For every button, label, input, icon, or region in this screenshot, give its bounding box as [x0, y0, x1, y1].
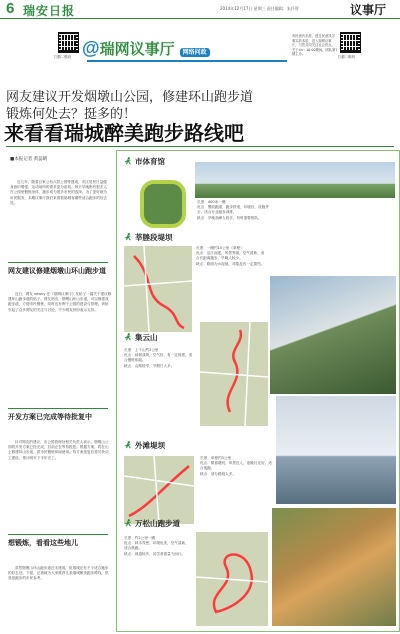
- runner-icon: [124, 333, 132, 341]
- route-1-title: 市体育馆: [124, 156, 165, 167]
- route-2-map: [124, 246, 192, 332]
- route-1-text: 长度：400米一圈 优点：塑胶跑道，跑步舒适，环境好，设施齐全，适合专业跑步训练。 缺点：早晚高峰人较多，有时需要排队。: [197, 200, 269, 220]
- route-5-title: 万松山跑步道: [124, 518, 180, 529]
- runner-icon: [124, 233, 132, 241]
- logo-at-sign: @: [82, 38, 100, 58]
- route-4-riverside-photo: [276, 396, 396, 504]
- route-2-text: 长度：一圈约10公里（单程） 优点：沿江而建，风景秀丽，空气清新，适合长距离跑步，早晚人较少。 缺点：路面为水泥地，对膝盖有一定损伤。: [196, 246, 265, 266]
- qr-code-right: [340, 32, 361, 53]
- runner-icon: [124, 157, 132, 165]
- byline: ■本报记者 黄蕊晴: [10, 157, 48, 162]
- runner-icon: [124, 441, 132, 449]
- section3-rule: [8, 534, 108, 535]
- route-3-title: 集云山: [124, 332, 158, 343]
- section2-rule: [8, 408, 108, 409]
- route-2-title: 莘塍段堤坝: [124, 232, 173, 243]
- route-3-text: 长度：上下山约2公里 优点：绿树成荫，空气好，有一定坡度，适合锻炼体能。 缺点：山路较窄，节假日人多。: [124, 348, 193, 368]
- route-4-text: 长度：单程约3公里 优点：紧靠塘河，风景宜人，夜晚灯光好，适合夜跑。 缺点：部分路段人多。: [200, 456, 272, 476]
- route-1-stadium-photo: [195, 162, 395, 198]
- route-4-map: [124, 456, 194, 524]
- headline-main: 来看看瑞城醉美跑步路线吧: [4, 121, 244, 145]
- banner-logo: [82, 38, 288, 56]
- qr-caption-left: 扫描二维码: [54, 55, 71, 59]
- logo-name: 瑞网议事厅: [99, 40, 175, 58]
- route-5-forest-photo: [272, 508, 396, 626]
- route-1-track-photo: [140, 180, 186, 228]
- logo-tagline: 网络问政: [180, 48, 210, 57]
- headline-line-2: 锻炼何处去？挺多的！: [6, 107, 137, 122]
- banner-rule: [87, 60, 287, 62]
- route-4-title: 外滩堤坝: [124, 440, 165, 451]
- section2-title: 开发方案已完成等待批复中: [8, 413, 92, 421]
- section3-title: 想锻炼，看看这些地儿: [8, 539, 78, 547]
- masthead: 瑞安日报: [23, 4, 76, 18]
- date-line: 2014年12月17日 星期三 责任编辑：朱仟智: [220, 6, 299, 11]
- headline-line-1: 网友建议开发烟墩山公园，修建环山跑步道: [6, 90, 254, 105]
- page-number: 6: [6, 0, 15, 17]
- banner-blurb: 有民意有态度，透过民意找寻事实的本质，进入瑞网议事厅，与您共同关注社会热点。关于4n～10:00期间，团队第1期主办。: [292, 34, 338, 57]
- section2-text: 针对网友的建议，市公园管理处相关负责人表示，烟墩山公园的开发方案已经完成，目前正在等待批复。根据方案，将在山上修建环山步道，供市民锻炼休闲使用。待方案批复后将尽快动工建设，预计明年下半年完工。: [8, 440, 109, 460]
- section-title: 议事厅: [350, 3, 387, 17]
- section1-rule: [8, 262, 108, 263]
- section1-text: 近日，网友 sewny 在《瑞网议事厅》发帖了一篇关于建议修建环山跑步道的帖子。网友指出，烟墩山环山步道，可以修建成跑步道，方便市民锻炼，同时也有利于公园的建设与管理。该帖引起了众多网友的关注与讨论，不少网友纷纷表示支持。: [8, 292, 112, 312]
- route-5-map: [196, 532, 268, 626]
- route-5-text: 长度：约2公里一圈 优点：林木茂密，环境优美，空气清新，适合晨跑。 缺点：坡道较多，初学者需量力而行。: [124, 536, 189, 556]
- section1-title: 网友建议修建烟墩山环山跑步道: [8, 267, 106, 275]
- headline-rule: [6, 146, 394, 147]
- qr-code-left: [58, 32, 79, 53]
- route-3-map: [200, 322, 268, 426]
- section3-text: 虽然烟墩山环山跑步道还未建成，但瑞城还有不少适合跑步的好去处。下面，记者就为大家推荐几条瑞城醉美跑步路线，供喜爱跑步的市民参考。: [8, 566, 109, 581]
- runner-icon: [124, 519, 132, 527]
- route-3-park-photo: [270, 276, 396, 394]
- intro-text: 近几年，随着百家公有六层公园等建成，市区居民日益健身意识增强，运动场所的需求更为迫切。每天早晚都有很多人在公园里锻炼身体，跑步成为很多市民的选择。为了更好地为市民服务，本期议事厅我们来看看瑞城有哪些适合跑步的好去处。: [10, 180, 108, 205]
- qr-caption-right: 扫描二维码: [338, 55, 355, 59]
